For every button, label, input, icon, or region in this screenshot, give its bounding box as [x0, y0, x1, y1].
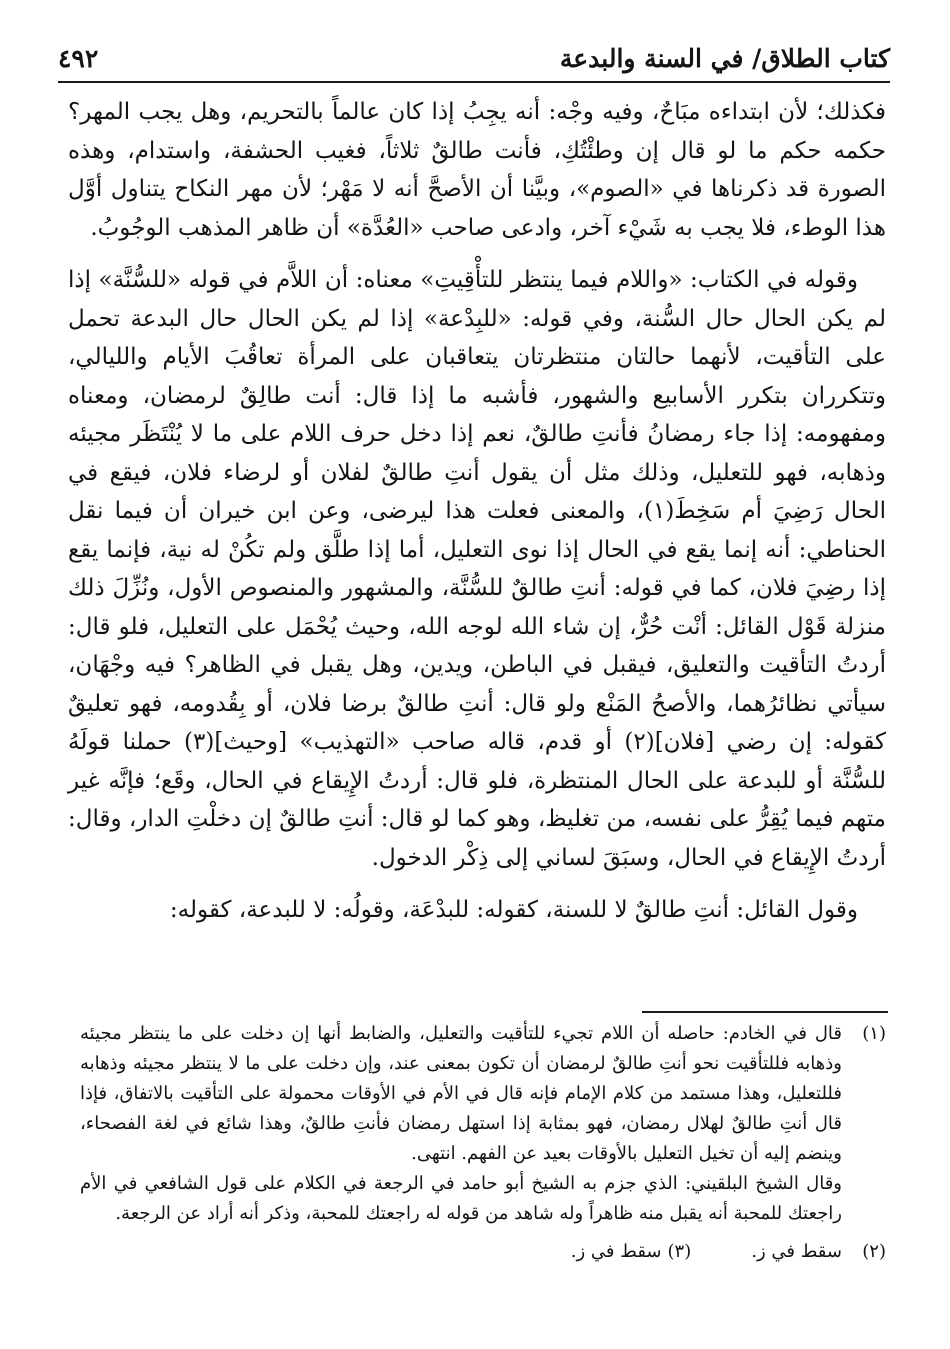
footnote-3-number: (٣): [667, 1241, 692, 1262]
footnote-rule: [642, 1011, 888, 1013]
footnote-1: [80, 1019, 886, 1229]
paragraph-3: وقول القائل: أنتِ طالقٌ لا للسنة، كقوله: للبدْعَة، وقولُه: لا للبدعة، كقوله:: [169, 897, 858, 923]
footnote-2-text: سقط في ز.: [751, 1241, 842, 1262]
footnote-spacer: [691, 1237, 751, 1267]
paragraph-2: وقوله في الكتاب: «واللام فيما ينتظر للتأْقِيتِ» معناه: أن اللاَّم في قوله «للسُّنَّة» إذا لم يكن الحال حال السُّنة، وفي قوله: «للبِدْعة» إذا لم يكن الحال حال البدعة تحمل على التأقيت، لأنهما حالتان منتظرتان يتعاقبان على المرأة تعاقُبَ الأيام والليالي، وتتكرران بتكرر الأسابيع والشهور، فأشبه ما إذا قال: أنت طالِقٌ لرمضان، ومعناه ومفهومه: إذا جاء رمضانُ فأنتِ طالقٌ، نعم إذا دخل حرف اللام على ما لا يُنْتَظَر مجيئه وذهابه، فهو للتعليل، وذلك مثل أن يقول أنتِ طالقٌ لفلان أو لرضاء فلان، فيقع في الحال رَضِيَ أم سَخِطَ(١)، والمعنى فعلت هذا ليرضى، وعن ابن خيران أن فيما نقل الحناطي: أنه إنما يقع في الحال إذا نوى التعليل، أما إذا طلَّق ولم تكُنْ له نية، فإنما يقع إذا رضِيَ فلان، كما في قوله: أنتِ طالقٌ للسُّنَّة، والمشهور والمنصوص الأول، ونُزِّلَ ذلك منزلة قَوْل القائل: أنْت حُرٌّ، إن شاء الله لوجه الله، وحيث يُحْمَل على التعليل، فلو قال: أردتُ التأقيت والتعليق، فيقبل في الباطن، ويدين، وهل يقبل في الظاهر؟ فيه وجْهَان، سيأتي نظائرُهما، والأصحُ المَنْع ولو قال: أنتِ طالقٌ برضا فلان، أو بِقُدومه، فهو تعليقٌ كقوله: إن رضي [فلان](٢) أو قدم، قاله صاحب «التهذيب» [وحيث](٣) حملنا قولَهُ للسُّنَّة أو للبدعة على الحال المنتظرة، فلو قال: أردتُ الإِيقاع في الحال، وقَع؛ فإنَّه غير متهم فيما يُقِرُّ على نفسه، من تغليظ، وهو كما لو قال: أنتِ طالقٌ إن دخلْتِ الدار، وقال: أردتُ الإِيقاع في الحال، وسبَقَ لساني إلى ذِكْر الدخول.: [68, 267, 887, 871]
footnote-1-number: (١): [862, 1023, 886, 1044]
footnotes-short-row: [80, 1237, 886, 1267]
footnote-3-text: سقط في ز.: [570, 1241, 662, 1262]
main-text: [68, 93, 886, 944]
running-title: كتاب الطلاق/ في السنة والبدعة: [559, 43, 890, 73]
page-header: [58, 38, 890, 78]
footnote-1-body: [80, 1019, 842, 1229]
footnote-2-number: (٢): [862, 1241, 886, 1262]
header-rule: [58, 81, 890, 83]
footnotes: [80, 1019, 886, 1267]
paragraph-1: فكذلك؛ لأن ابتداءه مبَاحٌ، وفيه وجْه: أنه يجِبُ إذا كان عالماً بالتحريم، وهل يجب المهر؟ حكمه حكم ما لو قال إن وطئْتُكِ، فأنت طالقٌ ثلاثاً، فغيب الحشفة، واستدام، وهذه الصورة قد ذكرناها في «الصوم»، وبيَّنا أن الأصحَّ أنه لا مَهْر؛ لأن مهر النكاح يتناول أوَّل هذا الوطء، فلا يجب به شَيْء آخر، وادعى صاحب «العُدَّة» أن ظاهر المذهب الوجُوبُ.: [68, 99, 886, 241]
page-number: ٤٩٢: [58, 43, 99, 73]
footnote-1-text: قال في الخادم: حاصله أن اللام تجيء للتأقيت والتعليل، والضابط أنها إن دخلت على ما ينتظر مجيئه وذهابه فللتأقيت نحو أنتِ طالقٌ لرمضان أن تكون بمعنى عند، وإن دخلت على ما لا ينتظر مجيئه وذهابه فللتعليل، وهذا مستمد من كلام الإمام فإنه قال في الأم في الأوقات محمولة على التأقيت بالاتفاق، فإذا قال أنتِ طالقٌ لهلال رمضان، فهو بمثابة إذا استهل رمضان فأنتِ طالقٌ، وهذا شائع في لغة الفصحاء، وينضم إليه أن تخيل التعليل بالأوقات بعيد عن الفهم. انتهى.: [80, 1023, 842, 1164]
footnote-1-text-continued: وقال الشيخ البلقيني: الذي جزم به الشيخ أبو حامد في الرجعة في الكلام على قول الشافعي في الأم راجعتك للمحبة أنه يقبل منه ظاهراً وله شاهد من قوله له راجعتك للمحبة، وذكر أنه أراد عن الرجعة.: [80, 1173, 842, 1224]
